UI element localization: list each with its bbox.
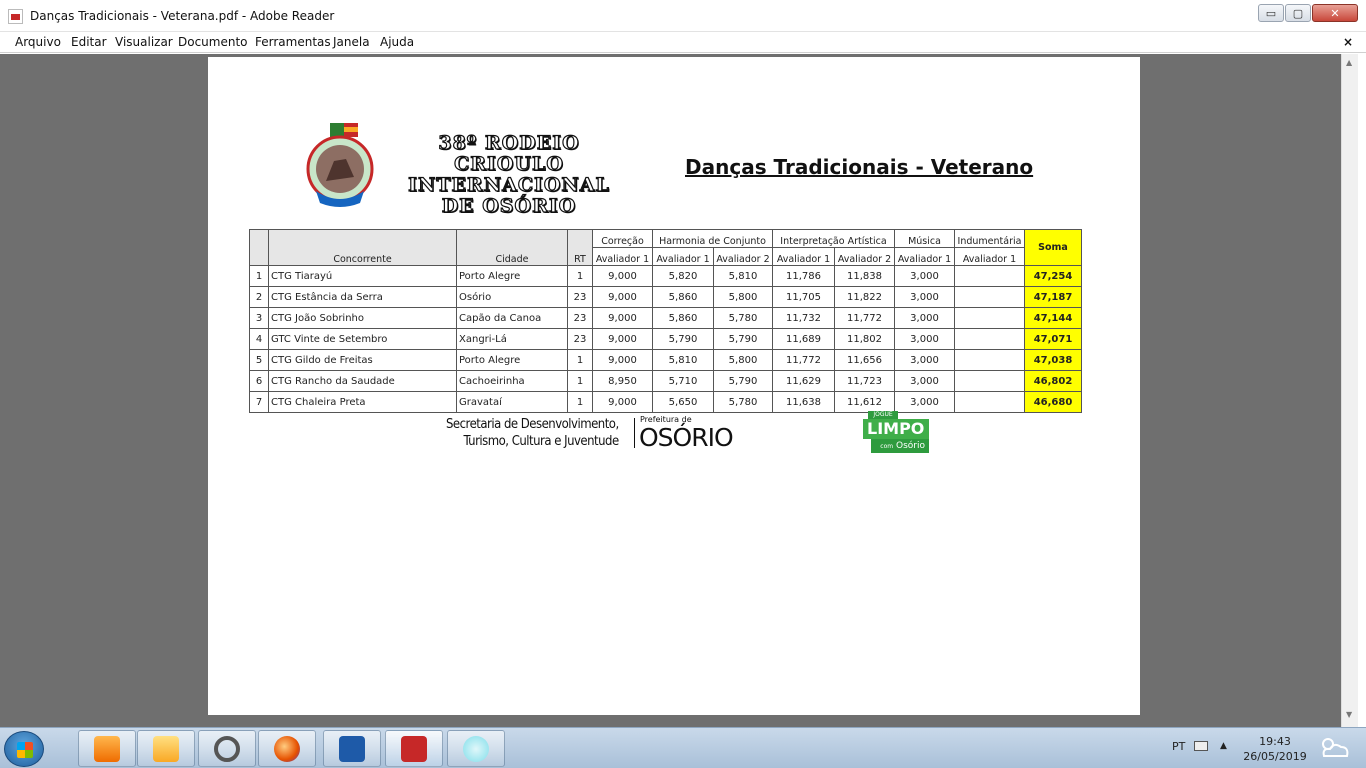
scroll-up-icon[interactable]: ▲ [1346,58,1353,67]
row-rt: 1 [568,392,593,413]
row-rt: 1 [568,371,593,392]
keyboard-icon[interactable] [1194,741,1208,751]
maximize-button[interactable] [1285,4,1311,22]
row-rt: 1 [568,350,593,371]
header-concorrente: Concorrente [269,230,457,266]
table-row [250,350,1082,371]
row-correcao: 9,000 [593,329,653,350]
paint-palette-icon [463,736,489,762]
row-position: 2 [250,287,269,308]
row-musica: 3,000 [895,371,955,392]
row-indumentaria [955,329,1025,350]
row-interpretacao-1: 11,732 [773,308,835,329]
footer-divider [634,418,635,448]
media-player-icon [94,736,120,762]
header-rt: RT [568,230,593,266]
ring-app-icon [214,736,240,762]
row-interpretacao-2: 11,723 [835,371,895,392]
start-button[interactable] [4,731,44,767]
row-rt: 23 [568,287,593,308]
row-indumentaria [955,287,1025,308]
row-name: CTG Tiarayú [269,266,457,287]
header-avaliador: Avaliador 2 [714,248,773,266]
row-position: 3 [250,308,269,329]
close-document-button[interactable]: × [1343,35,1354,49]
row-city: Porto Alegre [457,266,568,287]
row-harmonia-1: 5,810 [653,350,714,371]
menu-ferramentas[interactable]: Ferramentas [255,35,331,49]
row-correcao: 9,000 [593,287,653,308]
row-interpretacao-1: 11,638 [773,392,835,413]
header-cidade: Cidade [457,230,568,266]
minimize-button[interactable] [1258,4,1284,22]
row-city: Cachoeirinha [457,371,568,392]
row-musica: 3,000 [895,266,955,287]
header-correcao: Correção [593,230,653,248]
row-harmonia-1: 5,860 [653,287,714,308]
row-harmonia-1: 5,710 [653,371,714,392]
menu-visualizar[interactable]: Visualizar [115,35,173,49]
secretaria-text: Secretaria de Desenvolvimento, Turismo, Cultura e Juventude [446,417,619,449]
header-harmonia: Harmonia de Conjunto [653,230,773,248]
row-city: Xangri-Lá [457,329,568,350]
taskbar-word[interactable] [323,730,381,767]
maximize-icon: ▢ [1292,6,1304,20]
row-interpretacao-2: 11,656 [835,350,895,371]
prefeitura-label: Prefeitura de [640,415,692,424]
row-soma: 46,680 [1025,392,1082,413]
row-harmonia-2: 5,800 [714,287,773,308]
taskbar-explorer[interactable] [137,730,195,767]
row-position: 5 [250,350,269,371]
header-avaliador: Avaliador 2 [835,248,895,266]
results-body [250,266,1082,413]
weather-cloud-icon[interactable] [1316,736,1352,760]
taskbar-adobe-reader[interactable] [385,730,443,767]
row-position: 4 [250,329,269,350]
row-city: Gravataí [457,392,568,413]
row-interpretacao-1: 11,629 [773,371,835,392]
row-soma: 47,187 [1025,287,1082,308]
row-city: Porto Alegre [457,350,568,371]
taskbar [0,727,1366,768]
clock-time[interactable]: 19:43 [1259,735,1291,748]
show-hidden-icons-icon[interactable]: ▲ [1220,741,1227,751]
table-row [250,308,1082,329]
menu-arquivo[interactable]: Arquivo [15,35,61,49]
row-musica: 3,000 [895,350,955,371]
row-harmonia-2: 5,780 [714,392,773,413]
close-button[interactable] [1312,4,1358,22]
row-harmonia-2: 5,790 [714,371,773,392]
row-position: 7 [250,392,269,413]
row-harmonia-2: 5,800 [714,350,773,371]
table-row [250,371,1082,392]
menu-editar[interactable]: Editar [71,35,107,49]
row-name: CTG Estância da Serra [269,287,457,308]
row-interpretacao-1: 11,772 [773,350,835,371]
row-musica: 3,000 [895,392,955,413]
row-soma: 47,071 [1025,329,1082,350]
word-icon [339,736,365,762]
table-row [250,329,1082,350]
row-harmonia-2: 5,810 [714,266,773,287]
row-interpretacao-1: 11,705 [773,287,835,308]
table-row [250,266,1082,287]
osorio-logo-text: OSÓRIO [639,423,733,452]
row-soma: 47,144 [1025,308,1082,329]
table-row [250,392,1082,413]
row-harmonia-2: 5,780 [714,308,773,329]
row-soma: 46,802 [1025,371,1082,392]
row-correcao: 8,950 [593,371,653,392]
row-interpretacao-2: 11,772 [835,308,895,329]
results-table [249,229,1082,413]
menu-janela[interactable]: Janela [333,35,370,49]
row-harmonia-1: 5,820 [653,266,714,287]
header-avaliador: Avaliador 1 [653,248,714,266]
close-icon: ✕ [1330,6,1340,20]
row-musica: 3,000 [895,329,955,350]
header-interpretacao: Interpretação Artística [773,230,895,248]
title-bar [0,0,1366,32]
menu-bar [0,32,1366,53]
row-indumentaria [955,371,1025,392]
row-rt: 23 [568,308,593,329]
folder-icon [153,736,179,762]
row-musica: 3,000 [895,287,955,308]
row-name: CTG Chaleira Preta [269,392,457,413]
taskbar-media-player[interactable] [78,730,136,767]
minimize-icon: ▭ [1265,6,1277,20]
row-name: CTG Gildo de Freitas [269,350,457,371]
row-harmonia-1: 5,650 [653,392,714,413]
row-indumentaria [955,350,1025,371]
row-interpretacao-1: 11,689 [773,329,835,350]
adobe-reader-icon [8,9,23,24]
windows-logo-icon [17,742,33,758]
vertical-scrollbar[interactable] [1341,54,1358,727]
row-soma: 47,038 [1025,350,1082,371]
row-harmonia-1: 5,860 [653,308,714,329]
acrobat-icon [401,736,427,762]
scroll-down-icon[interactable]: ▼ [1346,710,1353,719]
row-harmonia-1: 5,790 [653,329,714,350]
header-avaliador: Avaliador 1 [773,248,835,266]
row-name: CTG João Sobrinho [269,308,457,329]
row-indumentaria [955,266,1025,287]
taskbar-paint[interactable] [447,730,505,767]
row-city: Osório [457,287,568,308]
row-soma: 47,254 [1025,266,1082,287]
table-row [250,287,1082,308]
header-avaliador: Avaliador 1 [895,248,955,266]
row-interpretacao-2: 11,838 [835,266,895,287]
row-correcao: 9,000 [593,308,653,329]
row-correcao: 9,000 [593,266,653,287]
header-avaliador: Avaliador 1 [955,248,1025,266]
menu-documento[interactable]: Documento [178,35,248,49]
row-correcao: 9,000 [593,350,653,371]
row-harmonia-2: 5,790 [714,329,773,350]
header-pos [250,230,269,266]
header-soma: Soma [1025,230,1082,266]
row-correcao: 9,000 [593,392,653,413]
row-musica: 3,000 [895,308,955,329]
jogue-limpo-logo: JOGUE LIMPO com Osório [863,411,929,455]
header-indumentaria: Indumentária [955,230,1025,248]
row-position: 1 [250,266,269,287]
row-interpretacao-2: 11,802 [835,329,895,350]
row-name: CTG Rancho da Saudade [269,371,457,392]
header-musica: Música [895,230,955,248]
clock-date[interactable]: 26/05/2019 [1243,750,1307,763]
taskbar-firefox[interactable] [258,730,316,767]
row-position: 6 [250,371,269,392]
language-indicator[interactable]: PT [1172,740,1186,753]
row-city: Capão da Canoa [457,308,568,329]
row-rt: 1 [568,266,593,287]
document-title: Danças Tradicionais - Veterano [685,155,1034,179]
row-name: GTC Vinte de Setembro [269,329,457,350]
header-avaliador: Avaliador 1 [593,248,653,266]
rodeio-logo-badge-icon [304,121,376,211]
window-title: Danças Tradicionais - Veterana.pdf - Adobe Reader [30,9,335,23]
rodeio-logo-text: 38º RODEIO CRIOULO INTERNACIONAL DE OSÓRIO [408,132,610,217]
menu-ajuda[interactable]: Ajuda [380,35,415,49]
row-indumentaria [955,392,1025,413]
taskbar-app-ring[interactable] [198,730,256,767]
row-interpretacao-1: 11,786 [773,266,835,287]
firefox-icon [274,736,300,762]
row-interpretacao-2: 11,822 [835,287,895,308]
pdf-page [208,57,1140,715]
row-indumentaria [955,308,1025,329]
row-rt: 23 [568,329,593,350]
row-interpretacao-2: 11,612 [835,392,895,413]
